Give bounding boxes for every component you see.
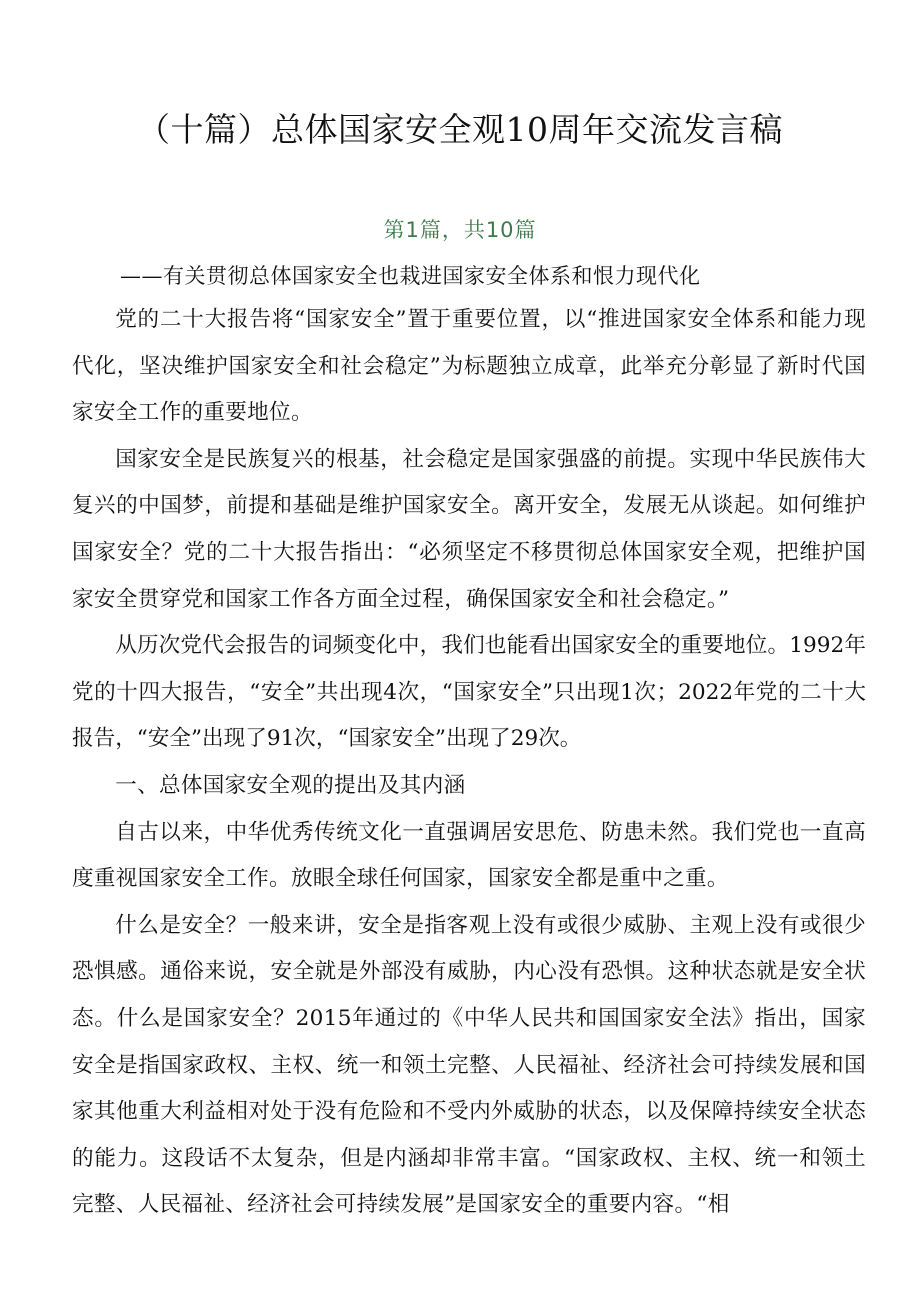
section-subtitle: ——有关贯彻总体国家安全也栽进国家安全体系和恨力现代化 <box>120 264 701 288</box>
paragraph-5: 什么是安全？一般来讲，安全是指客观上没有或很少威胁、主观上没有或很少恐惧感。通俗来说，安全就是外部没有威胁，内心没有恐惧。这种状态就是安全状态。什么是国家安全？2015年通过的《中华人民共和国国家安全法》指出，国家安全是指国家政权、主权、统一和领土完整、人民福祉、经济社会可持续发展和国家其他重大利益相对处于没有危险和不受内外威胁的状态，以及保障持续安全状态的能力。这段话不太复杂，但是内涵却非常丰富。“国家政权、主权、统一和领土完整、人民福祉、经济社会可持续发展”是国家安全的重要内容。“相 <box>72 912 866 1218</box>
document-title: （十篇）总体国家安全观10周年交流发言稿 <box>137 110 783 149</box>
section-heading: 第1篇，共10篇 <box>383 218 537 242</box>
paragraph-1: 党的二十大报告将“国家安全”置于重要位置，以“推进国家安全体系和能力现代化，坚决维护国家安全和社会稳定”为标题独立成章，此举充分彰显了新时代国家安全工作的重要地位。 <box>72 307 866 426</box>
paragraph-3: 从历次党代会报告的词频变化中，我们也能看出国家安全的重要地位。1992年党的十四大报告，“安全”共出现4次，“国家安全”只出现1次；2022年党的二十大报告，“安全”出现了91次，“国家安全”出现了29次。 <box>72 633 866 752</box>
section-heading-1: 一、总体国家安全观的提出及其内涵 <box>115 772 466 798</box>
document-body <box>72 297 866 1229</box>
paragraph-2: 国家安全是民族复兴的根基，社会稳定是国家强盛的前提。实现中华民族伟大复兴的中国梦，前提和基础是维护国家安全。离开安全，发展无从谈起。如何维护国家安全？党的二十大报告指出：“必须坚定不移贯彻总体国家安全观，把维护国家安全贯穿党和国家工作各方面全过程，确保国家安全和社会稳定。” <box>72 446 866 612</box>
paragraph-4: 自古以来，中华优秀传统文化一直强调居安思危、防患未然。我们党也一直高度重视国家安全工作。放眼全球任何国家，国家安全都是重中之重。 <box>72 819 866 892</box>
